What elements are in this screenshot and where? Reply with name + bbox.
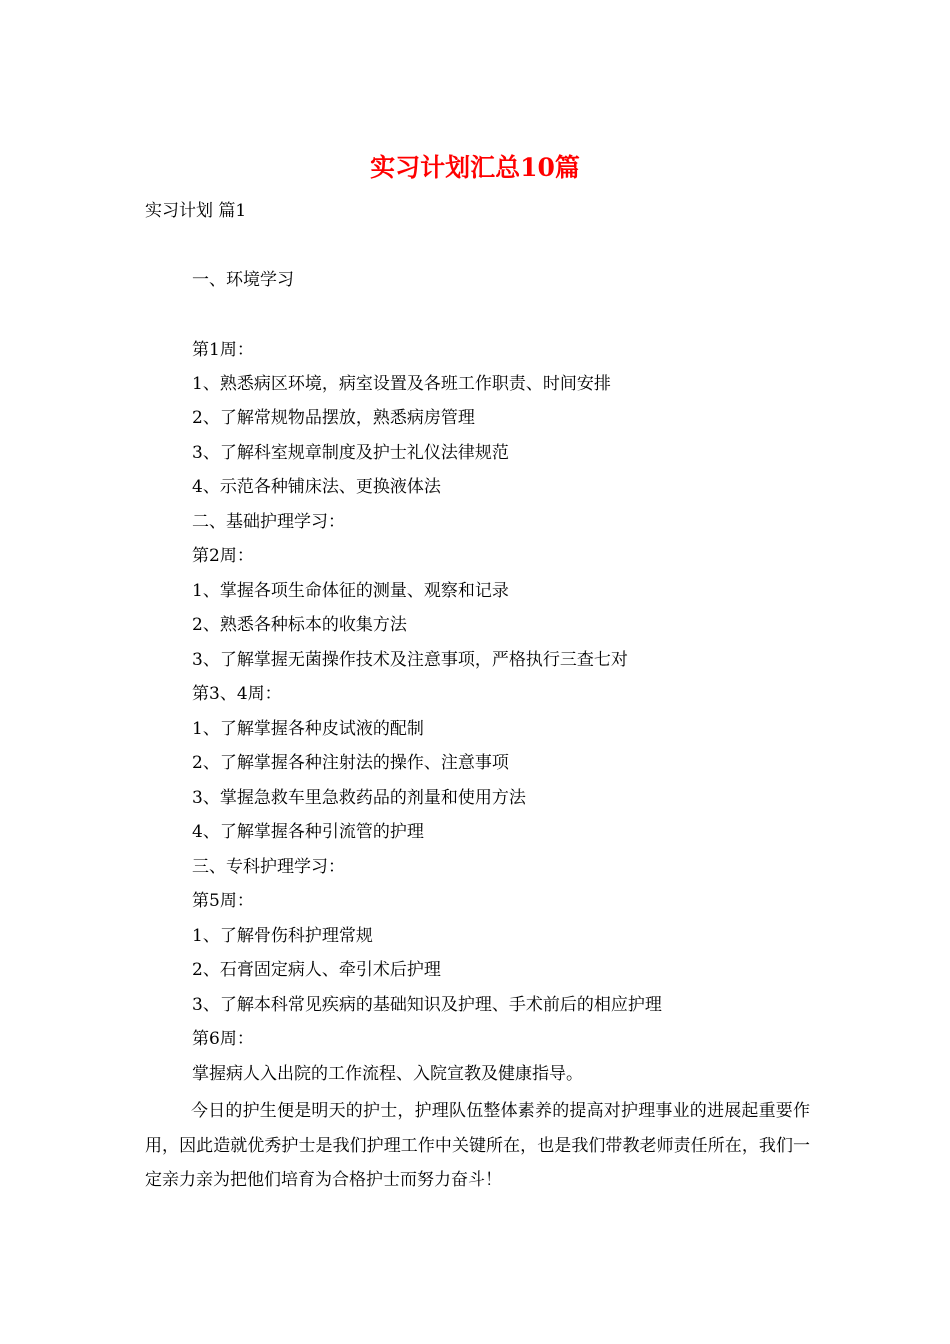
week-label: 第2周： xyxy=(192,546,254,566)
section-subheading: 实习计划 篇1 xyxy=(145,201,247,221)
list-item: 掌握病人入出院的工作流程、入院宣教及健康指导。 xyxy=(192,1064,583,1084)
list-item: 1、了解掌握各种皮试液的配制 xyxy=(192,719,424,739)
list-item: 4、示范各种铺床法、更换液体法 xyxy=(192,477,441,497)
section-heading-basic-nursing: 二、基础护理学习： xyxy=(192,512,345,532)
list-item: 4、了解掌握各种引流管的护理 xyxy=(192,822,424,842)
week-label: 第6周： xyxy=(192,1029,254,1049)
list-item: 2、了解掌握各种注射法的操作、注意事项 xyxy=(192,753,509,773)
list-item: 3、了解本科常见疾病的基础知识及护理、手术前后的相应护理 xyxy=(192,995,662,1015)
list-item: 2、熟悉各种标本的收集方法 xyxy=(192,615,407,635)
closing-paragraph: 今日的护生便是明天的护士，护理队伍整体素养的提高对护理事业的进展起重要作用，因此造就优秀护士是我们护理工作中关键所在，也是我们带教老师责任所在，我们一定亲力亲为把他们培育为合格护士而努力奋斗！ xyxy=(145,1101,810,1190)
week-label: 第5周： xyxy=(192,891,254,911)
list-item: 3、掌握急救车里急救药品的剂量和使用方法 xyxy=(192,788,526,808)
list-item: 2、了解常规物品摆放，熟悉病房管理 xyxy=(192,408,475,428)
week-label: 第3、4周： xyxy=(192,684,282,704)
section-heading-specialty-nursing: 三、专科护理学习： xyxy=(192,857,345,877)
section-heading-environment: 一、环境学习 xyxy=(192,270,294,290)
list-item: 1、了解骨伤科护理常规 xyxy=(192,926,373,946)
list-item: 2、石膏固定病人、牵引术后护理 xyxy=(192,960,441,980)
list-item: 3、了解科室规章制度及护士礼仪法律规范 xyxy=(192,443,509,463)
week-label: 第1周： xyxy=(192,340,254,360)
document-title: 实习计划汇总10篇 xyxy=(370,153,580,182)
list-item: 1、掌握各项生命体征的测量、观察和记录 xyxy=(192,581,509,601)
list-item: 3、了解掌握无菌操作技术及注意事项，严格执行三查七对 xyxy=(192,650,628,670)
list-item: 1、熟悉病区环境，病室设置及各班工作职责、时间安排 xyxy=(192,374,611,394)
